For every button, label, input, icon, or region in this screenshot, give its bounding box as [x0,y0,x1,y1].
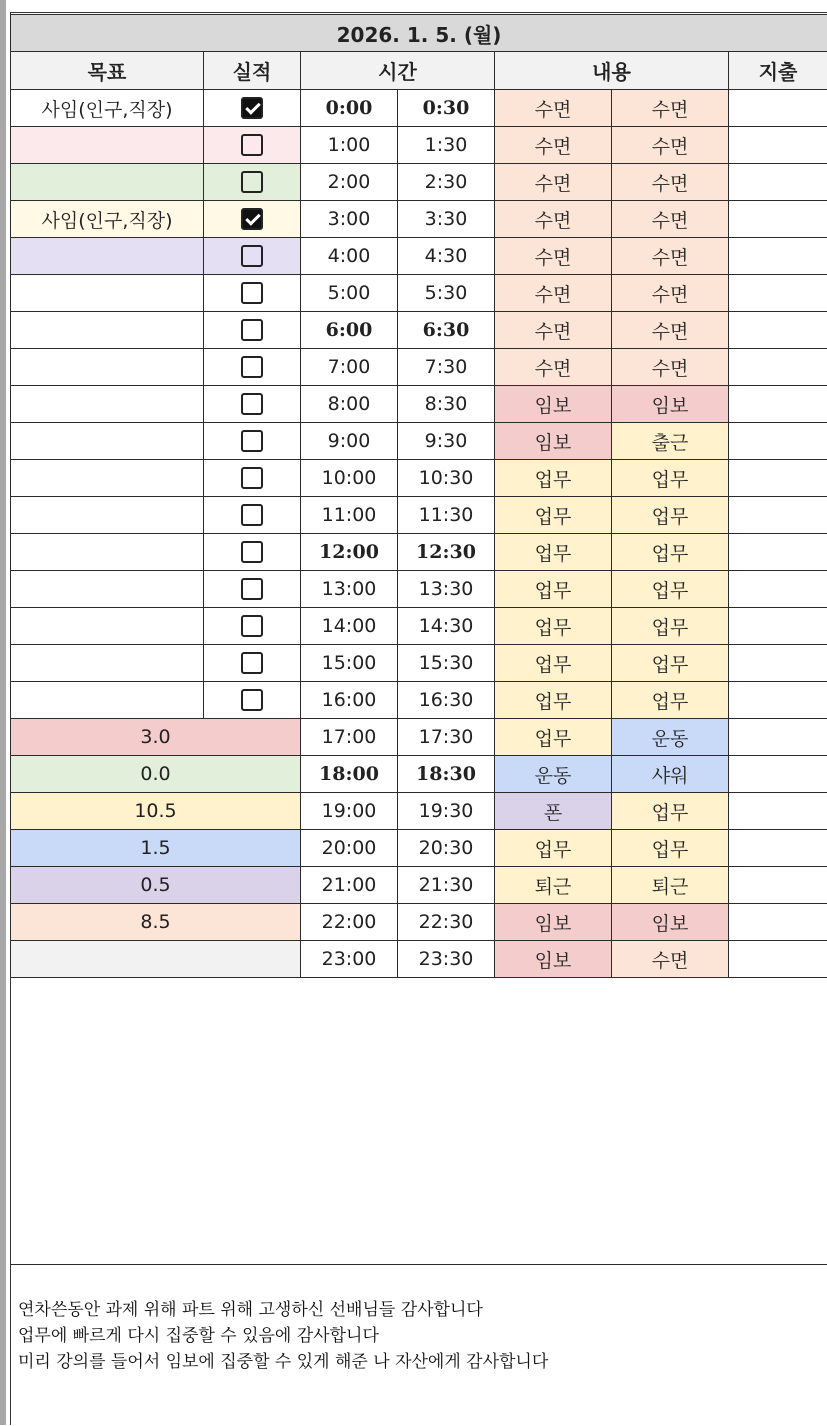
start-time-cell: 17:00 [301,719,398,756]
activity-cell[interactable]: 업무 [495,719,612,756]
checkbox-icon[interactable] [241,652,263,674]
check-cell [204,608,301,645]
start-time-cell: 23:00 [301,941,398,978]
activity-cell[interactable]: 운동 [495,756,612,793]
title-row [11,15,827,52]
expense-cell[interactable] [729,460,827,497]
activity-cell[interactable]: 업무 [612,830,729,867]
goal-cell[interactable]: 사임(인구,직장) [11,90,204,127]
checkbox-icon[interactable] [241,319,263,341]
header-expense: 지출 [729,52,827,90]
goal-cell[interactable] [11,497,204,534]
note-line: 업무에 빠르게 다시 집중할 수 있음에 감사합니다 [18,1321,379,1346]
activity-cell[interactable]: 수면 [495,164,612,201]
activity-cell[interactable]: 샤워 [612,756,729,793]
header-row [11,52,827,90]
summary-hours-cell[interactable] [11,941,301,978]
checkbox-icon[interactable] [241,689,263,711]
check-cell [204,127,301,164]
start-time-cell: 20:00 [301,830,398,867]
start-time-cell: 11:00 [301,497,398,534]
start-time-cell: 13:00 [301,571,398,608]
check-cell [204,201,301,238]
activity-cell[interactable]: 업무 [612,608,729,645]
schedule-row [11,719,827,756]
half-time-cell: 3:30 [398,201,495,238]
goal-cell[interactable] [11,312,204,349]
activity-cell[interactable]: 업무 [495,571,612,608]
half-time-cell: 21:30 [398,867,495,904]
goal-cell[interactable] [11,423,204,460]
checkbox-icon[interactable] [241,467,263,489]
expense-cell[interactable] [729,534,827,571]
schedule-row [11,793,827,830]
expense-cell[interactable] [729,164,827,201]
start-time-cell: 0:00 [301,90,398,127]
half-time-cell: 11:30 [398,497,495,534]
checked-checkbox-icon[interactable] [241,208,263,230]
schedule-row [11,127,827,164]
check-cell [204,238,301,275]
schedule-row [11,386,827,423]
sheet-top-border [10,12,827,13]
goal-cell[interactable] [11,571,204,608]
goal-cell[interactable] [11,164,204,201]
expense-cell[interactable] [729,201,827,238]
half-time-cell: 7:30 [398,349,495,386]
activity-cell[interactable]: 퇴근 [612,867,729,904]
checkbox-icon[interactable] [241,578,263,600]
start-time-cell: 15:00 [301,645,398,682]
expense-cell[interactable] [729,756,827,793]
activity-cell[interactable]: 업무 [612,645,729,682]
summary-hours-cell[interactable]: 10.5 [11,793,301,830]
half-time-cell: 23:30 [398,941,495,978]
start-time-cell: 3:00 [301,201,398,238]
check-cell [204,386,301,423]
expense-cell[interactable] [729,90,827,127]
start-time-cell: 19:00 [301,793,398,830]
goal-cell[interactable] [11,608,204,645]
check-cell [204,534,301,571]
activity-cell[interactable]: 업무 [612,571,729,608]
summary-hours-cell[interactable]: 8.5 [11,904,301,941]
activity-cell[interactable]: 업무 [495,534,612,571]
schedule-row [11,423,827,460]
activity-cell[interactable]: 업무 [612,460,729,497]
schedule-row [11,275,827,312]
check-cell [204,275,301,312]
check-cell [204,460,301,497]
half-time-cell: 14:30 [398,608,495,645]
activity-cell[interactable]: 임보 [612,386,729,423]
activity-cell[interactable]: 임보 [495,423,612,460]
expense-cell[interactable] [729,904,827,941]
expense-cell[interactable] [729,571,827,608]
expense-cell[interactable] [729,682,827,719]
schedule-row [11,90,827,127]
activity-cell[interactable]: 임보 [612,904,729,941]
checkbox-icon[interactable] [241,430,263,452]
goal-cell[interactable] [11,238,204,275]
summary-hours-cell[interactable]: 3.0 [11,719,301,756]
start-time-cell: 8:00 [301,386,398,423]
schedule-row [11,830,827,867]
schedule-row [11,645,827,682]
expense-cell[interactable] [729,386,827,423]
checkbox-icon[interactable] [241,245,263,267]
goal-cell[interactable] [11,386,204,423]
sheet-left-bar [0,0,6,1425]
schedule-row [11,201,827,238]
checkbox-icon[interactable] [241,504,263,526]
start-time-cell: 21:00 [301,867,398,904]
checkbox-icon[interactable] [241,134,263,156]
activity-cell[interactable]: 수면 [495,201,612,238]
start-time-cell: 1:00 [301,127,398,164]
date-title: 2026. 1. 5. (월) [11,15,827,52]
schedule-row [11,164,827,201]
activity-cell[interactable]: 임보 [495,904,612,941]
check-cell [204,90,301,127]
expense-cell[interactable] [729,608,827,645]
start-time-cell: 14:00 [301,608,398,645]
check-cell [204,645,301,682]
checkbox-icon[interactable] [241,393,263,415]
activity-cell[interactable]: 수면 [612,127,729,164]
expense-cell[interactable] [729,423,827,460]
half-time-cell: 18:30 [398,756,495,793]
half-time-cell: 17:30 [398,719,495,756]
activity-cell[interactable]: 수면 [612,312,729,349]
expense-cell[interactable] [729,238,827,275]
start-time-cell: 16:00 [301,682,398,719]
check-cell [204,312,301,349]
schedule-row [11,904,827,941]
header-content: 내용 [495,52,729,90]
summary-hours-cell[interactable]: 0.0 [11,756,301,793]
start-time-cell: 7:00 [301,349,398,386]
half-time-cell: 0:30 [398,90,495,127]
schedule-row [11,608,827,645]
schedule-row [11,867,827,904]
schedule-row [11,682,827,719]
schedule-row [11,312,827,349]
expense-cell[interactable] [729,830,827,867]
expense-cell[interactable] [729,793,827,830]
half-time-cell: 1:30 [398,127,495,164]
header-goal: 목표 [11,52,204,90]
schedule-row [11,534,827,571]
activity-cell[interactable]: 업무 [612,497,729,534]
checkbox-icon[interactable] [241,282,263,304]
expense-cell[interactable] [729,312,827,349]
half-time-cell: 13:30 [398,571,495,608]
note-line: 미리 강의를 들어서 임보에 집중할 수 있게 해준 나 자산에게 감사합니다 [18,1347,548,1372]
activity-cell[interactable]: 수면 [612,349,729,386]
start-time-cell: 18:00 [301,756,398,793]
half-time-cell: 10:30 [398,460,495,497]
half-time-cell: 5:30 [398,275,495,312]
activity-cell[interactable]: 수면 [612,164,729,201]
activity-cell[interactable]: 업무 [495,460,612,497]
schedule-row [11,349,827,386]
schedule-row [11,460,827,497]
goal-cell[interactable] [11,534,204,571]
activity-cell[interactable]: 수면 [495,127,612,164]
note-line: 연차쓴동안 과제 위해 파트 위해 고생하신 선배님들 감사합니다 [18,1295,483,1320]
goal-cell[interactable] [11,460,204,497]
activity-cell[interactable]: 수면 [495,90,612,127]
goal-cell[interactable] [11,349,204,386]
expense-cell[interactable] [729,349,827,386]
goal-cell[interactable] [11,645,204,682]
schedule-row [11,497,827,534]
daily-schedule-table [10,14,827,978]
expense-cell[interactable] [729,275,827,312]
goal-cell[interactable] [11,682,204,719]
expense-cell[interactable] [729,941,827,978]
start-time-cell: 10:00 [301,460,398,497]
activity-cell[interactable]: 업무 [495,830,612,867]
half-time-cell: 22:30 [398,904,495,941]
half-time-cell: 20:30 [398,830,495,867]
activity-cell[interactable]: 업무 [612,682,729,719]
checkbox-icon[interactable] [241,615,263,637]
start-time-cell: 2:00 [301,164,398,201]
activity-cell[interactable]: 업무 [612,793,729,830]
activity-cell[interactable]: 폰 [495,793,612,830]
activity-cell[interactable]: 수면 [612,275,729,312]
half-time-cell: 16:30 [398,682,495,719]
activity-cell[interactable]: 운동 [612,719,729,756]
check-cell [204,497,301,534]
check-cell [204,349,301,386]
activity-cell[interactable]: 출근 [612,423,729,460]
activity-cell[interactable]: 퇴근 [495,867,612,904]
activity-cell[interactable]: 수면 [495,238,612,275]
header-time: 시간 [301,52,495,90]
check-cell [204,571,301,608]
activity-cell[interactable]: 업무 [495,682,612,719]
goal-cell[interactable] [11,127,204,164]
activity-cell[interactable]: 업무 [495,608,612,645]
half-time-cell: 8:30 [398,386,495,423]
activity-cell[interactable]: 수면 [612,941,729,978]
check-cell [204,164,301,201]
summary-hours-cell[interactable]: 0.5 [11,867,301,904]
checkbox-icon[interactable] [241,541,263,563]
activity-cell[interactable]: 임보 [495,386,612,423]
expense-cell[interactable] [729,719,827,756]
start-time-cell: 12:00 [301,534,398,571]
checkbox-icon[interactable] [241,356,263,378]
goal-cell[interactable]: 사임(인구,직장) [11,201,204,238]
start-time-cell: 22:00 [301,904,398,941]
expense-cell[interactable] [729,497,827,534]
activity-cell[interactable]: 수면 [495,312,612,349]
activity-cell[interactable]: 수면 [495,349,612,386]
check-cell [204,682,301,719]
half-time-cell: 4:30 [398,238,495,275]
start-time-cell: 6:00 [301,312,398,349]
checkbox-icon[interactable] [241,171,263,193]
activity-cell[interactable]: 업무 [495,497,612,534]
expense-cell[interactable] [729,127,827,164]
checked-checkbox-icon[interactable] [241,97,263,119]
check-cell [204,423,301,460]
half-time-cell: 12:30 [398,534,495,571]
start-time-cell: 5:00 [301,275,398,312]
expense-cell[interactable] [729,645,827,682]
activity-cell[interactable]: 업무 [612,534,729,571]
activity-cell[interactable]: 수면 [612,201,729,238]
gratitude-notes [10,1264,827,1426]
half-time-cell: 6:30 [398,312,495,349]
schedule-row [11,238,827,275]
half-time-cell: 19:30 [398,793,495,830]
half-time-cell: 9:30 [398,423,495,460]
header-check: 실적 [204,52,301,90]
half-time-cell: 2:30 [398,164,495,201]
start-time-cell: 9:00 [301,423,398,460]
schedule-row [11,941,827,978]
activity-cell[interactable]: 수면 [612,238,729,275]
activity-cell[interactable]: 수면 [495,275,612,312]
activity-cell[interactable]: 수면 [612,90,729,127]
schedule-row [11,571,827,608]
half-time-cell: 15:30 [398,645,495,682]
summary-hours-cell[interactable]: 1.5 [11,830,301,867]
expense-cell[interactable] [729,867,827,904]
goal-cell[interactable] [11,275,204,312]
start-time-cell: 4:00 [301,238,398,275]
activity-cell[interactable]: 업무 [495,645,612,682]
activity-cell[interactable]: 임보 [495,941,612,978]
schedule-row [11,756,827,793]
